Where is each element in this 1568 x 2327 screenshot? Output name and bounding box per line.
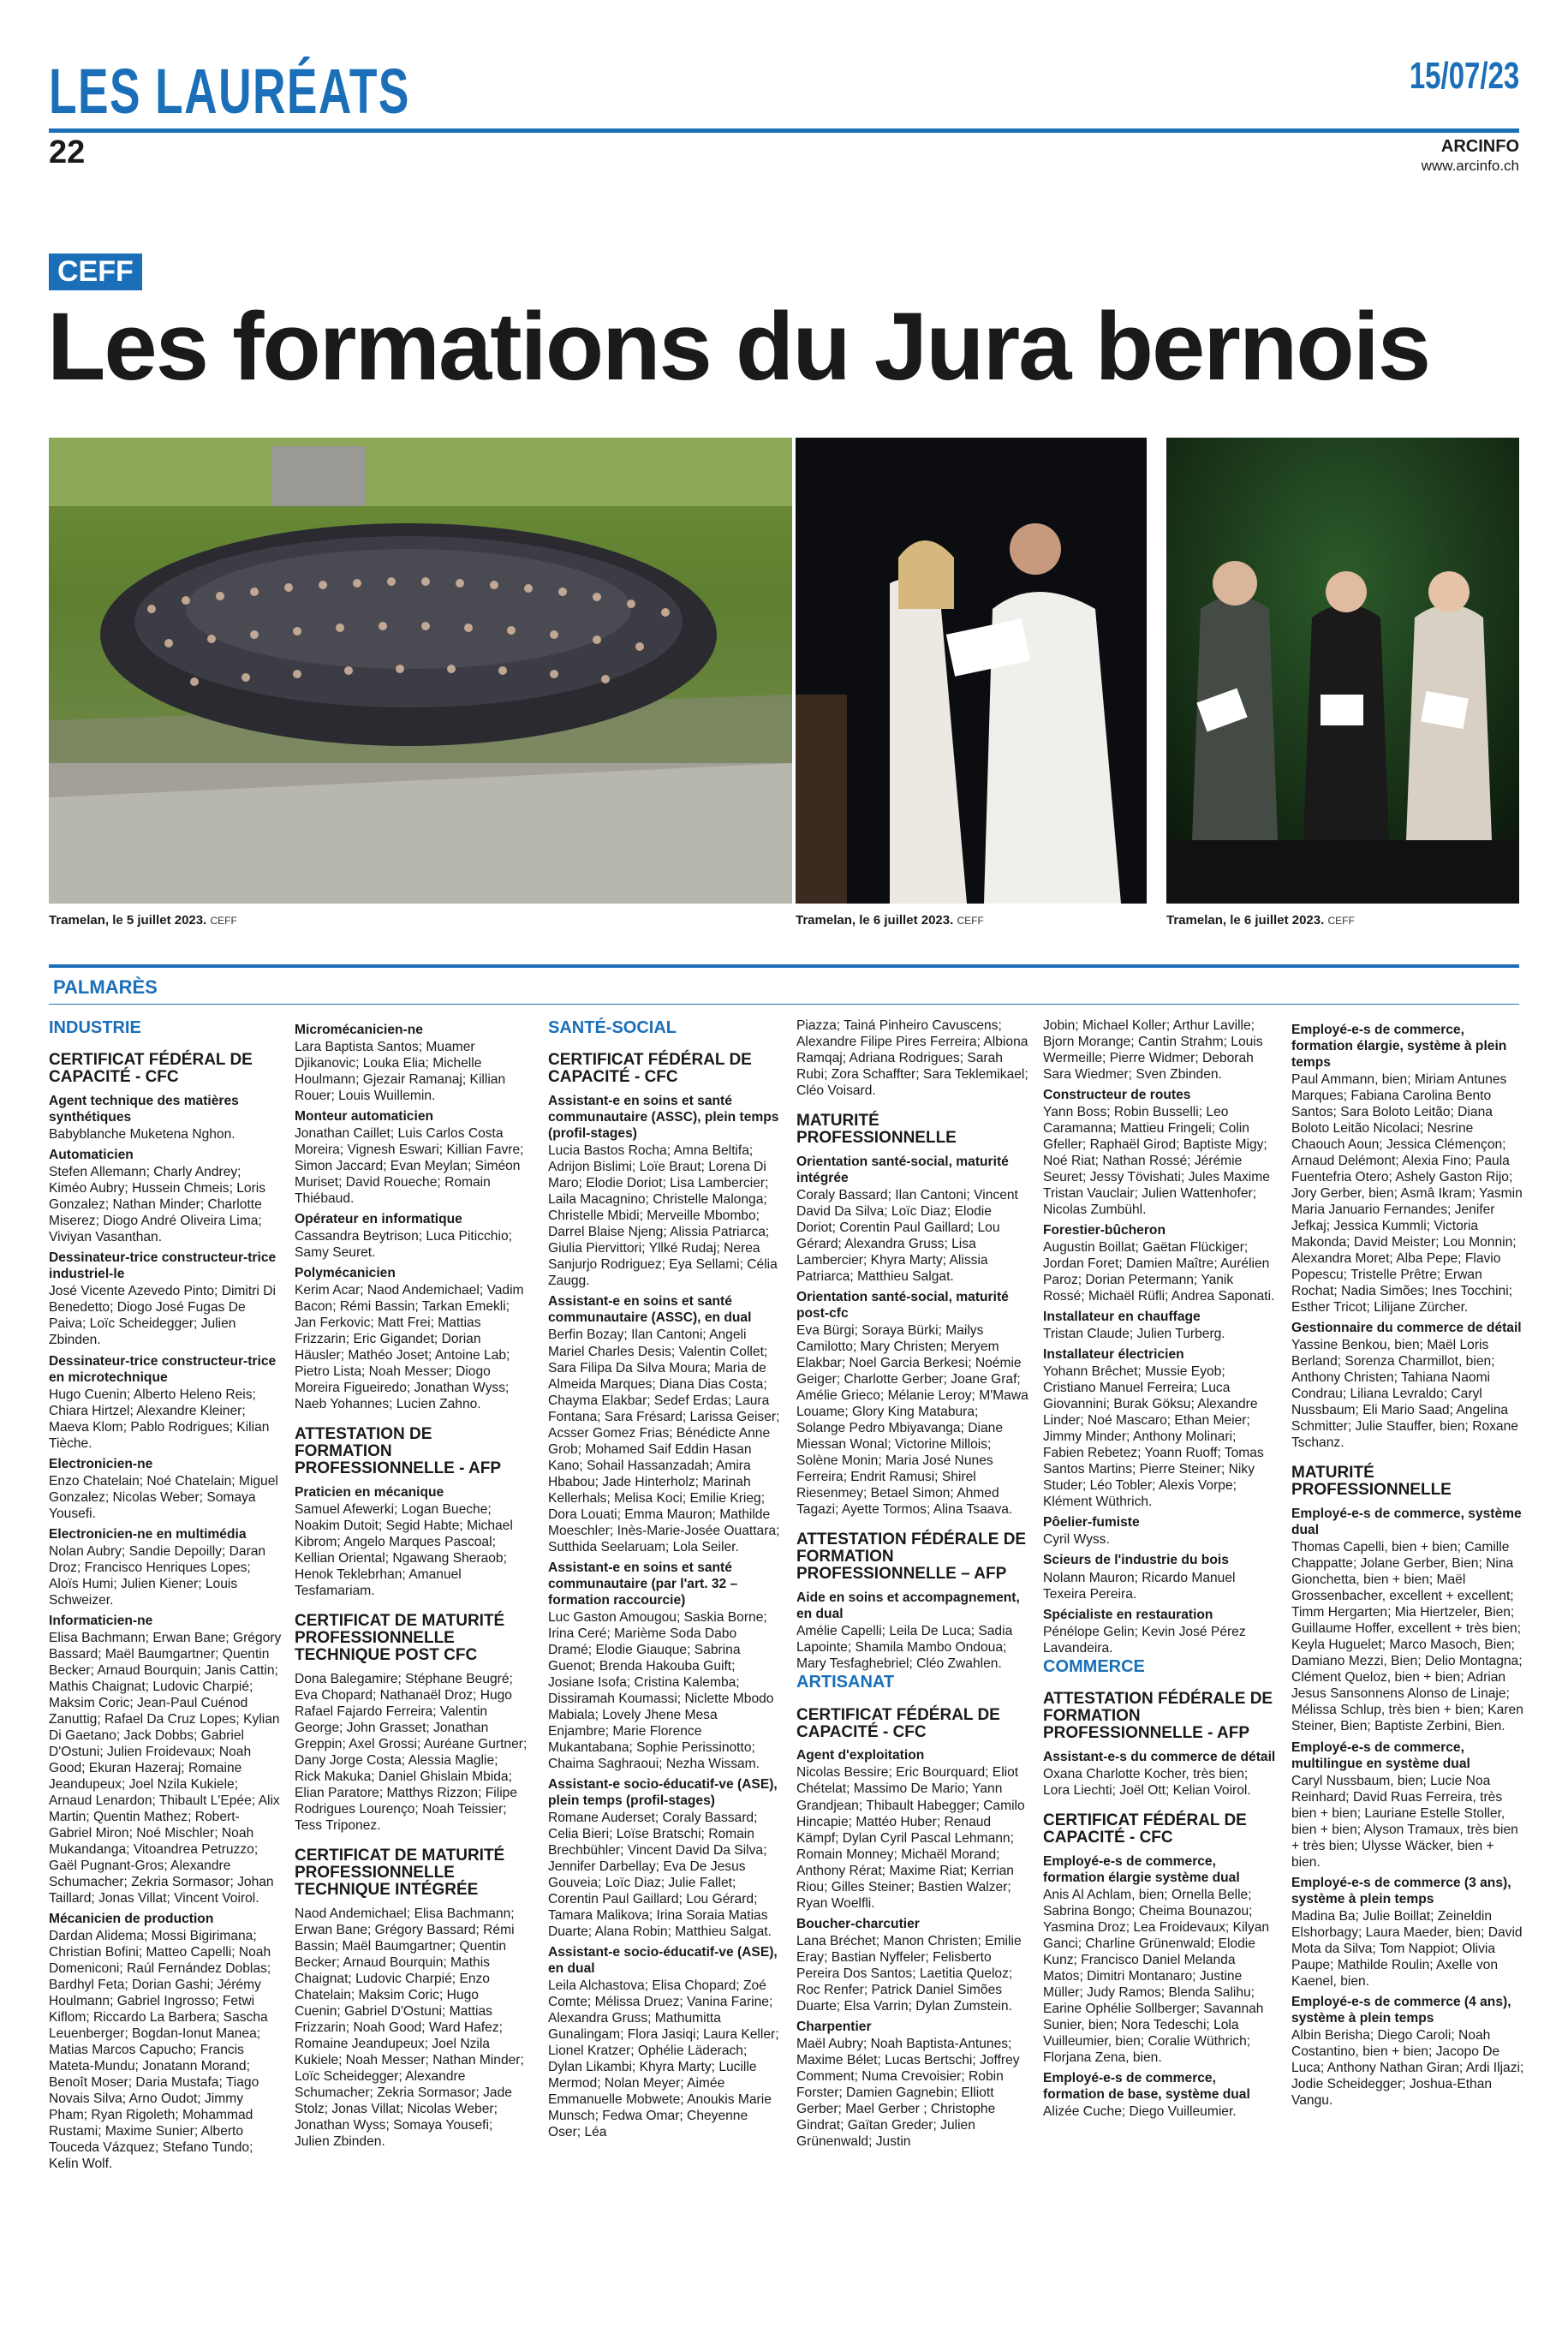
laureate-list: Paul Ammann, bien; Miriam Antunes Marques; Fabiana Carolina Bento Santos; Sara Boloto Leitão; Diana Boloto Leitão Nicolaci; Nesrine Chaouch Aoun; Jessica Clémençon; Arnaud Delémont; Alexia Fino; Paula Fuentefria Otero; Ashely Gaston Rijo; Jory Gerber, bien; Asmâ Ikram; Yasmin Maria Januario Fernandes; Jenifer Jefkaj; Jessica Kummli; Victoria Makonda; David Meister; Lou Monnin; Alexandra Moret; Alba Pepe; Flavio Popescu; Tristelle Prêtre; Erwan Rochat; Nadia Simões; Ines Tocchini; Esther Tricot; Lilijane Zürcher. (1291, 1072, 1523, 1316)
trade-heading: Installateur électricien (1043, 1347, 1184, 1363)
trade-heading: Boucher-charcutier (796, 1916, 920, 1931)
trade-heading: Mécanicien de production (49, 1912, 214, 1927)
laureate-list: Caryl Nussbaum, bien; Lucie Noa Reinhard; David Ruas Ferreira, très bien + bien; Lauriane Estelle Stoller, bien + bien; Alyson Tramaux, très bien + très bien; Ulysse Wäcker, bien + bien. (1291, 1773, 1518, 1870)
trade-heading: Constructeur de routes (1043, 1088, 1191, 1103)
laureate-list: Coraly Bassard; Ilan Cantoni; Vincent David Da Silva; Loïc Diaz; Elodie Doriot; Corentin Paul Gaillard; Lou Gérard; Alexandra Gruss; Lisa Lambercier; Khyra Marty; Alissia Patriarca; Matthieu Salgat. (796, 1187, 1018, 1285)
caption-text: Tramelan, le 6 juillet 2023. (796, 913, 954, 928)
palmares-column-2 (295, 1017, 528, 2150)
laureate-list: Lucia Bastos Rocha; Amna Beltifa; Adrijon Bislimi; Loïe Braut; Lorena Di Maro; Elodie Doriot; Lisa Lambercier; Laila Macagnino; Christelle Malonga; Christelle Mbidi; Merveille Mbombo; Darrel Blaise Njeng; Alissia Patriarca; Giulia Piervittori; Yllké Rudaj; Nerea Sanjurjo Rodriguez; Eya Sellami; Célia Zaugg. (548, 1143, 778, 1289)
palmares-column-3 (548, 1017, 781, 2140)
certificate-heading: CERTIFICAT FÉDÉRAL DE CAPACITÉ - CFC (796, 1705, 1000, 1741)
laureate-list: Lara Baptista Santos; Muamer Djikanovic; Louka Elia; Michelle Houlmann; Gjezair Ramanaj; Killian Rouer; Louis Wuillemin. (295, 1040, 506, 1104)
certificate-heading: CERTIFICAT DE MATURITÉ PROFESSIONNELLE TECHNIQUE POST CFC (295, 1612, 505, 1665)
laureate-list: Dardan Alidema; Mossi Bigirimana; Christian Bofini; Matteo Capelli; Noah Domeniconi; Raúl Fernández Doblas; Bardhyl Feta; Dorian Gashi; Jérémy Houlmann; Gabriel Ingrosso; Fetwi Kiflom; Riccardo La Barbera; Sascha Leuenberger; Bogdan-Ionut Manea; Matias Marcos Capucho; Francis Mateta-Mundu; Jonatann Morand; Benoît Moser; Daria Mustafa; Tiago Novais Silva; Arno Oudot; Jimmy Pham; Ryan Rigoleth; Mohammad Rustami; Maxime Sunier; Alberto Touceda Vázquez; Stefano Tundo; Kelin Wolf. (49, 1929, 271, 2172)
section-title: LES LAURÉATS (49, 56, 410, 127)
group-photo (49, 438, 792, 904)
trade-heading: Scieurs de l'industrie du bois (1043, 1553, 1229, 1568)
trade-heading: Assistant-e-s du commerce de détail (1043, 1749, 1276, 1764)
palmares-column-6 (1291, 1017, 1524, 2109)
caption-credit: CEFF (957, 915, 984, 927)
laureate-list: Thomas Capelli, bien + bien; Camille Chappatte; Jolane Gerber, Bien; Nina Gionchetta, bien + bien; Maël Grossenbacher, excellent + excellent; Timm Hergarten; Mia Hiertzeler, Bien; Guillaume Hoffer, excellent + très bien; Keyla Huguelet; Marco Masoch, Bien; Damiano Mezzi, Bien; Delio Montagna; Clément Queloz, bien + bien; Adrian Jesus Sansonnens Alonso de Linaje; Mélissa Schlup, très bien + bien; Karen Steiner, Bien; Baptiste Zerbini, Bien. (1291, 1540, 1523, 1734)
palmares-heading: PALMARÈS (53, 976, 158, 998)
trade-heading: Praticien en mécanique (295, 1485, 444, 1501)
trade-heading: Assistant-e en soins et santé communautaire (ASSC), en dual (548, 1294, 752, 1326)
trade-heading: Aide en soins et accompagnement, en dual (796, 1590, 1020, 1622)
laureate-list: Madina Ba; Julie Boillat; Zeineldin Elshorbagy; Laura Maeder, bien; David Mota da Silva; Tom Nappiot; Olivia Paupe; Mathilde Roulin; Axelle von Kaenel, bien. (1291, 1908, 1523, 1989)
laureate-list: Elisa Bachmann; Erwan Bane; Grégory Bassard; Maël Baumgartner; Quentin Becker; Arnaud Bourquin; Janis Cattin; Mathis Chaignat; Ludovic Charpié; Maksim Coric; Jean-Paul Cuénod Zanuttig; Rafael Da Cruz Lopes; Kylian Di Gaetano; Jack Dobbs; Gabriel D'Ostuni; Julien Froidevaux; Noah Good; Ekuran Hazeraj; Romaine Jeandupeux; Joel Nzila Kukiele; Arnaud Lenardon; Thibault L'Epée; Alix Martin; Quentin Mathez; Robert-Gabriel Miron; Noé Mischler; Noah Mukandanga; Vitoandrea Petruzzo; Gaël Pugnant-Gros; Alexandre Schumacher; Zekria Sormasor; Johan Taillard; Jonas Villat; Vincent Voirol. (49, 1630, 282, 1906)
laureate-list: Lana Bréchet; Manon Christen; Emilie Eray; Bastian Nyffeler; Felisberto Pereira Dos Santos; Laetitia Queloz; Roc Renfer; Patrick Daniel Simões Duarte; Elsa Varrin; Dylan Zumstein. (796, 1933, 1022, 2014)
laureate-list: Stefen Allemann; Charly Andrey; Kiméo Aubry; Hussein Chmeis; Loris Gonzalez; Nathan Minder; Charlotte Miserez; Diogo André Oliveira Lima; Viviyan Vasanthan. (49, 1165, 266, 1245)
laureate-list: Pénélope Gelin; Kevin José Pérez Lavandeira. (1043, 1624, 1246, 1656)
photo-caption-1 (49, 913, 237, 928)
trade-heading: Employé-e-s de commerce, formation élargie, système à plein temps (1291, 1023, 1507, 1071)
trade-heading: Dessinateur-trice constructeur-trice industriel-le (49, 1250, 277, 1282)
laureate-list: Piazza; Tainá Pinheiro Cavuscens; Alexandre Filipe Pires Ferreira; Albiona Ramqaj; Adriana Rodrigues; Sarah Rubi; Zora Schaffter; Sara Teklemikael; Cléo Voisard. (796, 1018, 1028, 1099)
laureate-list: Kerim Acar; Naod Andemichael; Vadim Bacon; Rémi Bassin; Tarkan Emekli; Jan Ferkovic; Matt Frei; Mattias Frizzarin; Eric Gigandet; Dorian Häusler; Mathéo Joset; Antoine Lab; Pietro Lista; Noah Messer; Diogo Moreira Figueiredo; Jonathan Wyss; Naeb Yohannes; Lucien Zahno. (295, 1283, 524, 1412)
trade-heading: Assistant-e en soins et santé communautaire (par l'art. 32 – formation raccourcie) (548, 1560, 738, 1608)
publication-url: www.arcinfo.ch (1421, 158, 1519, 174)
certificate-heading: MATURITÉ PROFESSIONNELLE (796, 1112, 957, 1148)
laureate-list: Nicolas Bessire; Eric Bourquard; Eliot Chételat; Massimo De Mario; Yann Grandjean; Thibault Habegger; Camilo Hincapie; Mattéo Huber; Renaud Kämpf; Dylan Cyril Pascal Lehmann; Romain Monney; Michaël Morand; Anthony Rérat; Maxime Riat; Kerrian Riou; Gilles Steiner; Bastien Walzer; Ryan Woelfli. (796, 1765, 1025, 1911)
laureate-list: Tristan Claude; Julien Turberg. (1043, 1327, 1225, 1342)
laureate-list: Nolann Mauron; Ricardo Manuel Texeira Pereira. (1043, 1570, 1236, 1602)
laureate-list: Eva Bürgi; Soraya Bürki; Mailys Camilotto; Mary Christen; Meryem Elakbar; Noel Garcia Berkesi; Noémie Geiger; Charlotte Gerber; Joane Graf; Amélie Grieco; Mélanie Leroy; M'Mawa Louame; Glory King Matabura; Solange Pedro Mbiyavanga; Diane Miessan Wonal; Victorine Millois; Solène Monin; Maria José Nunes Ferreira; Endrit Ramusi; Shirel Riesenmey; Betael Simon; Ahmed Tagazi; Ayette Tormos; Alina Tsaava. (796, 1323, 1028, 1518)
ceremony-photo-stage (1166, 438, 1519, 904)
laureate-list: Cyril Wyss. (1043, 1532, 1110, 1548)
laureate-list: Enzo Chatelain; Noé Chatelain; Miguel Gonzalez; Nicolas Weber; Somaya Yousefi. (49, 1473, 278, 1521)
laureate-list: Hugo Cuenin; Alberto Heleno Reis; Chiara Hirtzel; Alexandre Kleiner; Maeva Klom; Pablo Rodrigues; Kilian Tièche. (49, 1387, 270, 1451)
trade-heading: Employé-e-s de commerce, formation élargie système dual (1043, 1853, 1240, 1885)
certificate-heading: ATTESTATION FÉDÉRALE DE FORMATION PROFESSIONNELLE - AFP (1043, 1689, 1273, 1742)
certificate-heading: CERTIFICAT FÉDÉRAL DE CAPACITÉ - CFC (49, 1051, 253, 1087)
trade-heading: Gestionnaire du commerce de détail (1291, 1321, 1522, 1336)
trade-heading: Charpentier (796, 2019, 872, 2034)
palmares-rule-top (49, 964, 1519, 968)
laureate-list: Maël Aubry; Noah Baptista-Antunes; Maxime Bélet; Lucas Bertschi; Joffrey Comment; Numa Crevoisier; Robin Forster; Damien Gagnebin; Elliott Gerber; Mael Gerber ; Christophe Gindrat; Gaïtan Greder; Julien Grünenwald; Justin (796, 2036, 1020, 2149)
palmares-column-1 (49, 1017, 282, 2172)
trade-heading: Assistant-e socio-éducatif-ve (ASE), plein temps (profil-stages) (548, 1776, 778, 1808)
palmares-column-4 (796, 1017, 1029, 2150)
laureate-list: Berfin Bozay; Ilan Cantoni; Angeli Mariel Charles Desis; Valentin Collet; Sara Filipa Da Silva Moura; Maria de Almeida Marques; Diana Dias Costa; Chayma Elakbar; Sedef Erdas; Laura Fontana; Sara Frésard; Larissa Geiser; Acsser Gomez Frias; Bénédicte Anne Grob; Mohamed Saif Eddin Hasan Kano; Sohail Hassanzadah; Amira Hbabou; Jade Hinterholz; Marinah Kellerhals; Melisa Koci; Emilie Krieg; Dora Louati; Emma Mauron; Mathilde Moeschler; Inès-Marie-Josée Ouattara; Sutthida Seelaruam; Lola Seiler. (548, 1328, 780, 1554)
laureate-list: Jobin; Michael Koller; Arthur Laville; Bjorn Morange; Cantin Strahm; Louis Wermeille; Pierre Widmer; Deborah Sara Wiedmer; Sven Zbinden. (1043, 1018, 1263, 1083)
publication-name: ARCINFO (1440, 137, 1519, 156)
trade-heading: Agent technique des matières synthétiques (49, 1094, 239, 1125)
certificate-heading: CERTIFICAT FÉDÉRAL DE CAPACITÉ - CFC (1043, 1811, 1247, 1847)
trade-heading: Employé-e-s de commerce (4 ans), système à plein temps (1291, 1994, 1511, 2026)
trade-heading: Electronicien-ne en multimédia (49, 1526, 247, 1542)
header-rule (49, 128, 1519, 133)
caption-credit: CEFF (1327, 915, 1355, 927)
category-heading: SANTÉ-SOCIAL (548, 1018, 677, 1037)
photo-caption-2 (796, 913, 984, 928)
article-headline: Les formations du Jura bernois (47, 293, 1430, 400)
certificate-heading: MATURITÉ PROFESSIONNELLE (1291, 1464, 1452, 1500)
laureate-list: Yohann Brêchet; Mussie Eyob; Cristiano Manuel Ferreira; Luca Giovannini; Burak Göksu; Alexandre Linder; Noé Mascaro; Ethan Meier; Jimmy Minder; Anthony Molinari; Fabien Rebetez; Yoann Ruoff; Tomas Santos Martins; Pierre Steiner; Niky Studer; Léo Tobler; Alexis Vorpe; Klément Wüthrich. (1043, 1364, 1264, 1510)
certificate-heading: CERTIFICAT DE MATURITÉ PROFESSIONNELLE TECHNIQUE INTÉGRÉE (295, 1847, 505, 1900)
laureate-list: Romane Auderset; Coraly Bassard; Celia Bieri; Loïse Bratschi; Romain Brechbühler; Vincent David Da Silva; Jennifer Darbellay; Eva De Jesus Gouveia; Loïc Diaz; Julie Fallet; Corentin Paul Gaillard; Lou Gérard; Tamara Malikova; Irina Soraia Matias Duarte; Alana Robin; Matthieu Salgat. (548, 1810, 772, 1940)
trade-heading: Pôelier-fumiste (1043, 1515, 1140, 1530)
laureate-list: Oxana Charlotte Kocher, très bien; Lora Liechti; Joël Ott; Kelian Voirol. (1043, 1766, 1251, 1798)
trade-heading: Assistant-e socio-éducatif-ve (ASE), en dual (548, 1945, 778, 1977)
issue-date: 15/07/23 (1409, 55, 1519, 97)
laureate-list: Nolan Aubry; Sandie Depoilly; Daran Droz; Francisco Henriques Lopes; Aloïs Humi; Julien Kiener; Louis Schweizer. (49, 1543, 266, 1608)
trade-heading: Employé-e-s de commerce, système dual (1291, 1507, 1522, 1538)
trade-heading: Opérateur en informatique (295, 1212, 462, 1227)
trade-heading: Agent d'exploitation (796, 1748, 925, 1763)
ceremony-photo-handover (796, 438, 1147, 904)
category-heading: INDUSTRIE (49, 1018, 141, 1037)
trade-heading: Dessinateur-trice constructeur-trice en microtechnique (49, 1353, 277, 1385)
trade-heading: Monteur automaticien (295, 1109, 434, 1125)
trade-heading: Orientation santé-social, maturité post-cfc (796, 1290, 1009, 1322)
certificate-heading: ATTESTATION FÉDÉRALE DE FORMATION PROFESSIONNELLE – AFP (796, 1530, 1027, 1584)
laureate-list: Babyblanche Muketena Nghon. (49, 1127, 235, 1143)
laureate-list: Yassine Benkou, bien; Maël Loris Berland; Sorenza Charmillot, bien; Anthony Christen; Tahiana Naomi Condrau; Liliana Levraldo; Caryl Nussbaum; Eli Mario Saad; Angelina Schmitter; Julie Stauffer, bien; Roxane Tschanz. (1291, 1338, 1518, 1451)
trade-heading: Informaticien-ne (49, 1613, 153, 1628)
certificate-heading: ATTESTATION DE FORMATION PROFESSIONNELLE - AFP (295, 1425, 502, 1478)
certificate-heading: CERTIFICAT FÉDÉRAL DE CAPACITÉ - CFC (548, 1051, 752, 1087)
laureate-list: Jonathan Caillet; Luis Carlos Costa Moreira; Vignesh Eswari; Killian Favre; Simon Jaccard; Evan Meylan; Siméon Muriset; David Roueche; Romain Thiébaud. (295, 1126, 524, 1207)
palmares-rule-bottom (49, 1004, 1519, 1005)
laureate-list: Alizée Cuche; Diego Vuilleumier. (1043, 2103, 1237, 2119)
trade-heading: Employé-e-s de commerce (3 ans), système à plein temps (1291, 1875, 1511, 1906)
category-heading: ARTISANAT (796, 1673, 895, 1692)
article-tag: CEFF (49, 254, 142, 290)
trade-heading: Micromécanicien-ne (295, 1023, 423, 1037)
trade-heading: Polymécanicien (295, 1266, 396, 1281)
trade-heading: Orientation santé-social, maturité intégrée (796, 1154, 1009, 1185)
laureate-list: Cassandra Beytrison; Luca Piticchio; Samy Seuret. (295, 1229, 512, 1261)
laureate-list: Leila Alchastova; Elisa Chopard; Zoé Comte; Mélissa Druez; Vanina Farine; Alexandra Gruss; Mathumitta Gunalingam; Flora Jasiqi; Laura Keller; Lionel Kratzer; Ophélie Läderach; Dylan Likambi; Khyra Marty; Lucille Mermod; Nolan Meyer; Aimée Emmanuelle Mobwete; Anoukis Marie Munsch; Fedwa Omar; Cheyenne Oser; Léa (548, 1978, 779, 2140)
laureate-list: Yann Boss; Robin Busselli; Leo Caramanna; Mattieu Fringeli; Colin Gfeller; Raphaël Girod; Baptiste Migy; Noé Riat; Nathan Rossé; Jérémie Seuret; Jessy Tövishati; Jules Maxime Tristan Vauclair; Julien Wattenhofer; Nicolas Zumbühl. (1043, 1105, 1270, 1218)
trade-heading: Electronicien-ne (49, 1456, 153, 1471)
caption-credit: CEFF (210, 915, 237, 927)
laureate-list: Naod Andemichael; Elisa Bachmann; Erwan Bane; Grégory Bassard; Rémi Bassin; Maël Baumgartner; Quentin Becker; Arnaud Bourquin; Mathis Chaignat; Ludovic Charpié; Enzo Chatelain; Maksim Coric; Hugo Cuenin; Gabriel D'Ostuni; Mattias Frizzarin; Noah Good; Ward Hafez; Romaine Jeandupeux; Joel Nzila Kukiele; Noah Messer; Nathan Minder; Loïc Scheidegger; Alexandre Schumacher; Zekria Sormasor; Jade Stolz; Jonas Villat; Nicolas Weber; Jonathan Wyss; Somaya Yousefi; Julien Zbinden. (295, 1906, 524, 2150)
laureate-list: Amélie Capelli; Leila De Luca; Sadia Lapointe; Shamila Mambo Ondoua; Mary Tesfaghebriel; Cléo Zwahlen. (796, 1624, 1013, 1672)
caption-text: Tramelan, le 6 juillet 2023. (1166, 913, 1325, 928)
palmares-column-5 (1043, 1017, 1276, 2120)
laureate-list: Anis Al Achlam, bien; Ornella Belle; Sabrina Bongo; Cheima Bounazou; Yasmina Droz; Lea Froidevaux; Kilyan Ganci; Charline Grünenwald; Elodie Kunz; Francisco Daniel Melanda Matos; Dimitri Montanaro; Justine Müller; Judy Ramos; Blenda Salihu; Earine Ophélie Sollberger; Savannah Sunier, bien; Nora Tedeschi; Lola Vuilleumier, bien; Coralie Wüthrich; Florjana Zena, bien. (1043, 1887, 1270, 2065)
category-heading: COMMERCE (1043, 1656, 1145, 1676)
laureate-list: Samuel Afewerki; Logan Bueche; Noakim Dutoit; Segid Habte; Michael Kibrom; Angelo Marques Pascoal; Kellian Oriental; Ngawang Sheraob; Henok Teklebrhan; Amanuel Tesfamariam. (295, 1502, 513, 1599)
laureate-list: Augustin Boillat; Gaëtan Flückiger; Jordan Foret; Damien Maître; Aurélien Paroz; Dorian Petermann; Yanik Rossé; Michaël Rüfli; Andrea Saponati. (1043, 1240, 1275, 1304)
photo-caption-3 (1166, 913, 1355, 928)
laureate-list: Luc Gaston Amougou; Saskia Borne; Irina Ceré; Marième Soda Dabo Dramé; Elodie Giauque; Sabrina Guenot; Brenda Hakouba Guift; Josiane Isofa; Cristina Kalemba; Dissiramah Koumassi; Niclette Mbodo Mabiala; Lovely Jhene Mesa Enjambre; Marie Florence Mukantabana; Sophie Perissinotto; Chaima Saghraoui; Nezha Wissam. (548, 1609, 774, 1771)
trade-heading: Automaticien (49, 1148, 134, 1163)
trade-heading: Forestier-bûcheron (1043, 1223, 1166, 1238)
laureate-list: Albin Berisha; Diego Caroli; Noah Costantino, bien + bien; Jacopo De Luca; Anthony Nathan Giran; Ardi Iljazi; Jodie Scheidegger; Joshua-Ethan Vangu. (1291, 2027, 1524, 2108)
laureate-list: José Vicente Azevedo Pinto; Dimitri Di Benedetto; Diogo José Fugas De Paiva; Loïc Scheidegger; Julien Zbinden. (49, 1284, 276, 1348)
trade-heading: Employé-e-s de commerce, formation de base, système dual (1043, 2070, 1250, 2102)
trade-heading: Assistant-e en soins et santé communautaire (ASSC), plein temps (profil-stages) (548, 1094, 779, 1142)
laureate-list: Dona Balegamire; Stéphane Beugré; Eva Chopard; Nathanaël Droz; Hugo Rafael Fajardo Ferreira; Valentin George; John Grasset; Jonathan Greppin; Axel Grossi; Auréane Gurtner; Dany Jorge Costa; Alessia Maglie; Rick Makuka; Daniel Ghislain Mbida; Elian Paratore; Matthys Rizzon; Filipe Rodrigues Lourenço; Noah Teissier; Tess Triponez. (295, 1672, 528, 1834)
trade-heading: Spécialiste en restauration (1043, 1607, 1213, 1622)
page-number: 22 (49, 134, 86, 170)
trade-heading: Employé-e-s de commerce, multilingue en système dual (1291, 1739, 1470, 1771)
caption-text: Tramelan, le 5 juillet 2023. (49, 913, 207, 928)
trade-heading: Installateur en chauffage (1043, 1310, 1201, 1325)
